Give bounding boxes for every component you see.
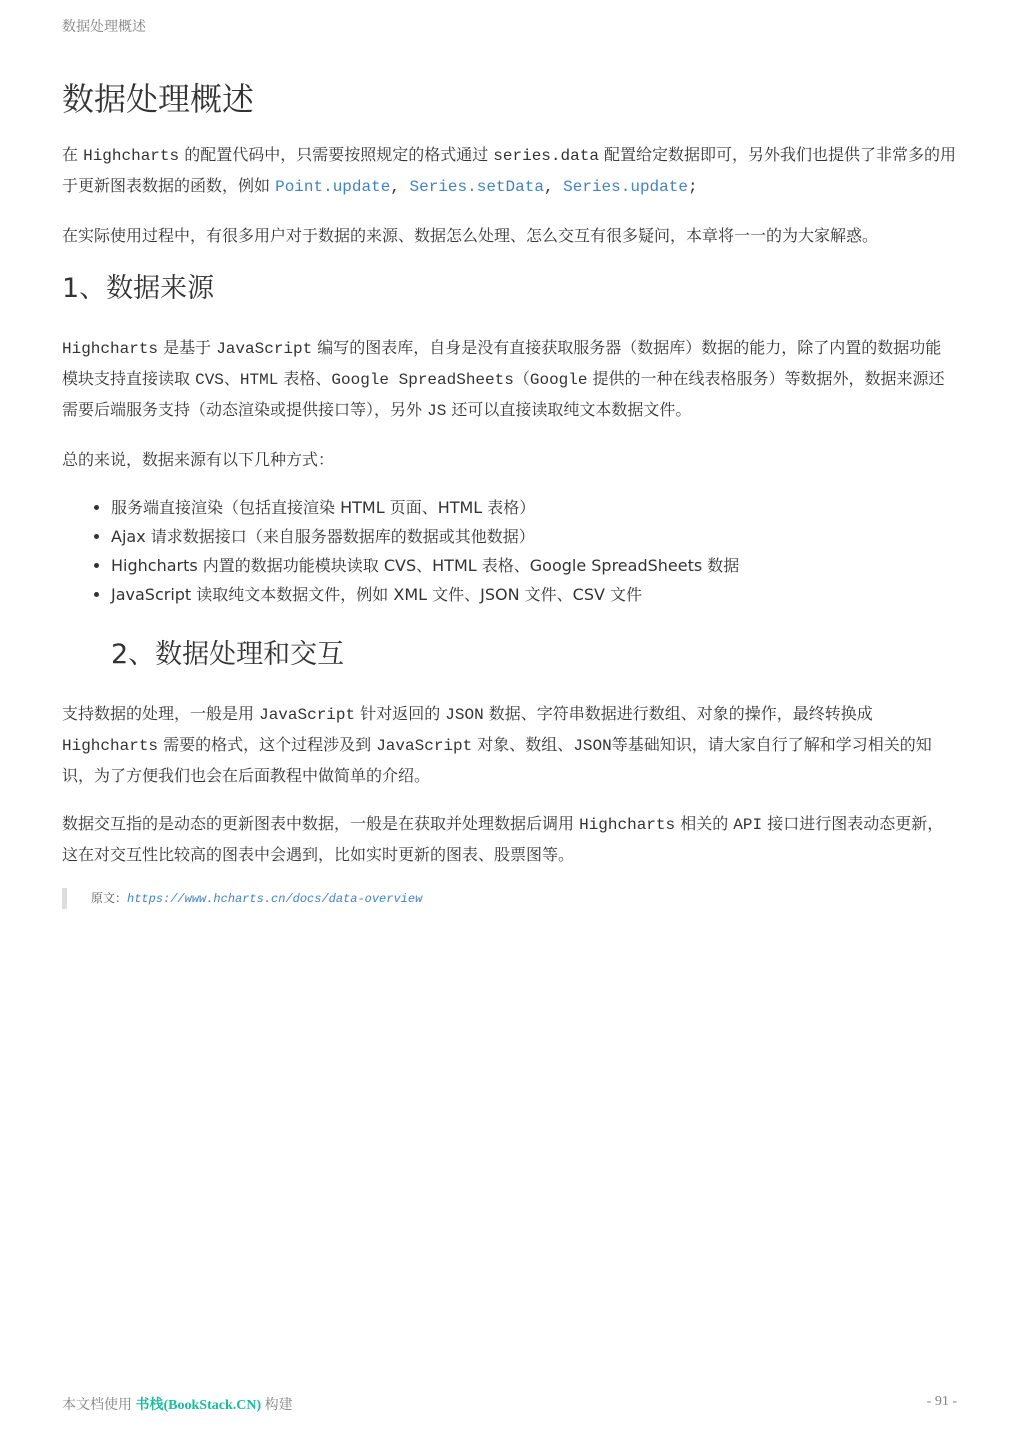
document-body	[62, 76, 957, 909]
list-item: • 服务端直接渲染（包括直接渲染 HTML 页面、HTML 表格）	[111, 493, 957, 522]
list-item: • Ajax 请求数据接口（来自服务器数据库的数据或其他数据）	[111, 522, 957, 551]
section-heading-data-source: 1、数据来源	[62, 273, 215, 304]
point-update-link[interactable]: Point.update	[275, 178, 391, 196]
list-item: • Highcharts 内置的数据功能模块读取 CVS、HTML 表格、Google SpreadSheets 数据	[111, 551, 957, 580]
source-label: 原文：	[91, 891, 128, 905]
source-link[interactable]: https://www.hcharts.cn/docs/data-overview	[127, 892, 423, 906]
page-title: 数据处理概述	[62, 80, 255, 118]
page-number: - 91 -	[926, 1394, 957, 1409]
page-footer	[62, 1394, 957, 1414]
data-source-list	[62, 493, 957, 609]
list-item: • JavaScript 读取纯文本数据文件，例如 XML 文件、JSON 文件、CSV 文件	[111, 580, 957, 609]
series-update-link[interactable]: Series.update	[563, 178, 688, 196]
footer-suffix: 构建	[261, 1398, 293, 1413]
intro-paragraph-2: 在实际使用过程中，有很多用户对于数据的来源、数据怎么处理、怎么交互有很多疑问，本章将一一的为大家解惑。	[62, 226, 879, 245]
series-setdata-link[interactable]: Series.setData	[409, 178, 544, 196]
data-source-paragraph: Highcharts 是基于 JavaScript 编写的图表库，自身是没有直接获取服务器（数据库）数据的能力，除了内置的数据功能模块支持直接读取 CVS、HTML 表格、Google SpreadSheets（Google 提供的一种在线表格服务）等数据外，数据来源还需要后端服务支持（动态渲染或提供接口等），另外 JS 还可以直接读取纯文本数据文件。	[62, 338, 945, 420]
section-heading-processing: 2、数据处理和交互	[111, 639, 345, 670]
running-header: 数据处理概述	[62, 19, 146, 35]
source-blockquote	[62, 888, 957, 909]
bookstack-link[interactable]: 书栈(BookStack.CN)	[135, 1398, 262, 1413]
processing-paragraph: 支持数据的处理，一般是用 JavaScript 针对返回的 JSON 数据、字符串数据进行数组、对象的操作，最终转换成 Highcharts 需要的格式，这个过程涉及到 JavaScript 对象、数组、JSON等基础知识，请大家自行了解和学习相关的知识，为了方便我们也会在后面教程中做简单的介绍。	[62, 704, 932, 785]
data-source-summary: 总的来说，数据来源有以下几种方式：	[62, 450, 335, 469]
interaction-paragraph: 数据交互指的是动态的更新图表中数据，一般是在获取并处理数据后调用 Highcharts 相关的 API 接口进行图表动态更新，这在对交互性比较高的图表中会遇到，比如实时更新的图表、股票图等。	[62, 814, 944, 864]
footer-prefix: 本文档使用	[62, 1398, 136, 1413]
intro-paragraph: 在 Highcharts 的配置代码中，只需要按照规定的格式通过 series.data 配置给定数据即可，另外我们也提供了非常多的用于更新图表数据的函数，例如 Point.update, Series.setData, Series.update;	[62, 145, 957, 196]
